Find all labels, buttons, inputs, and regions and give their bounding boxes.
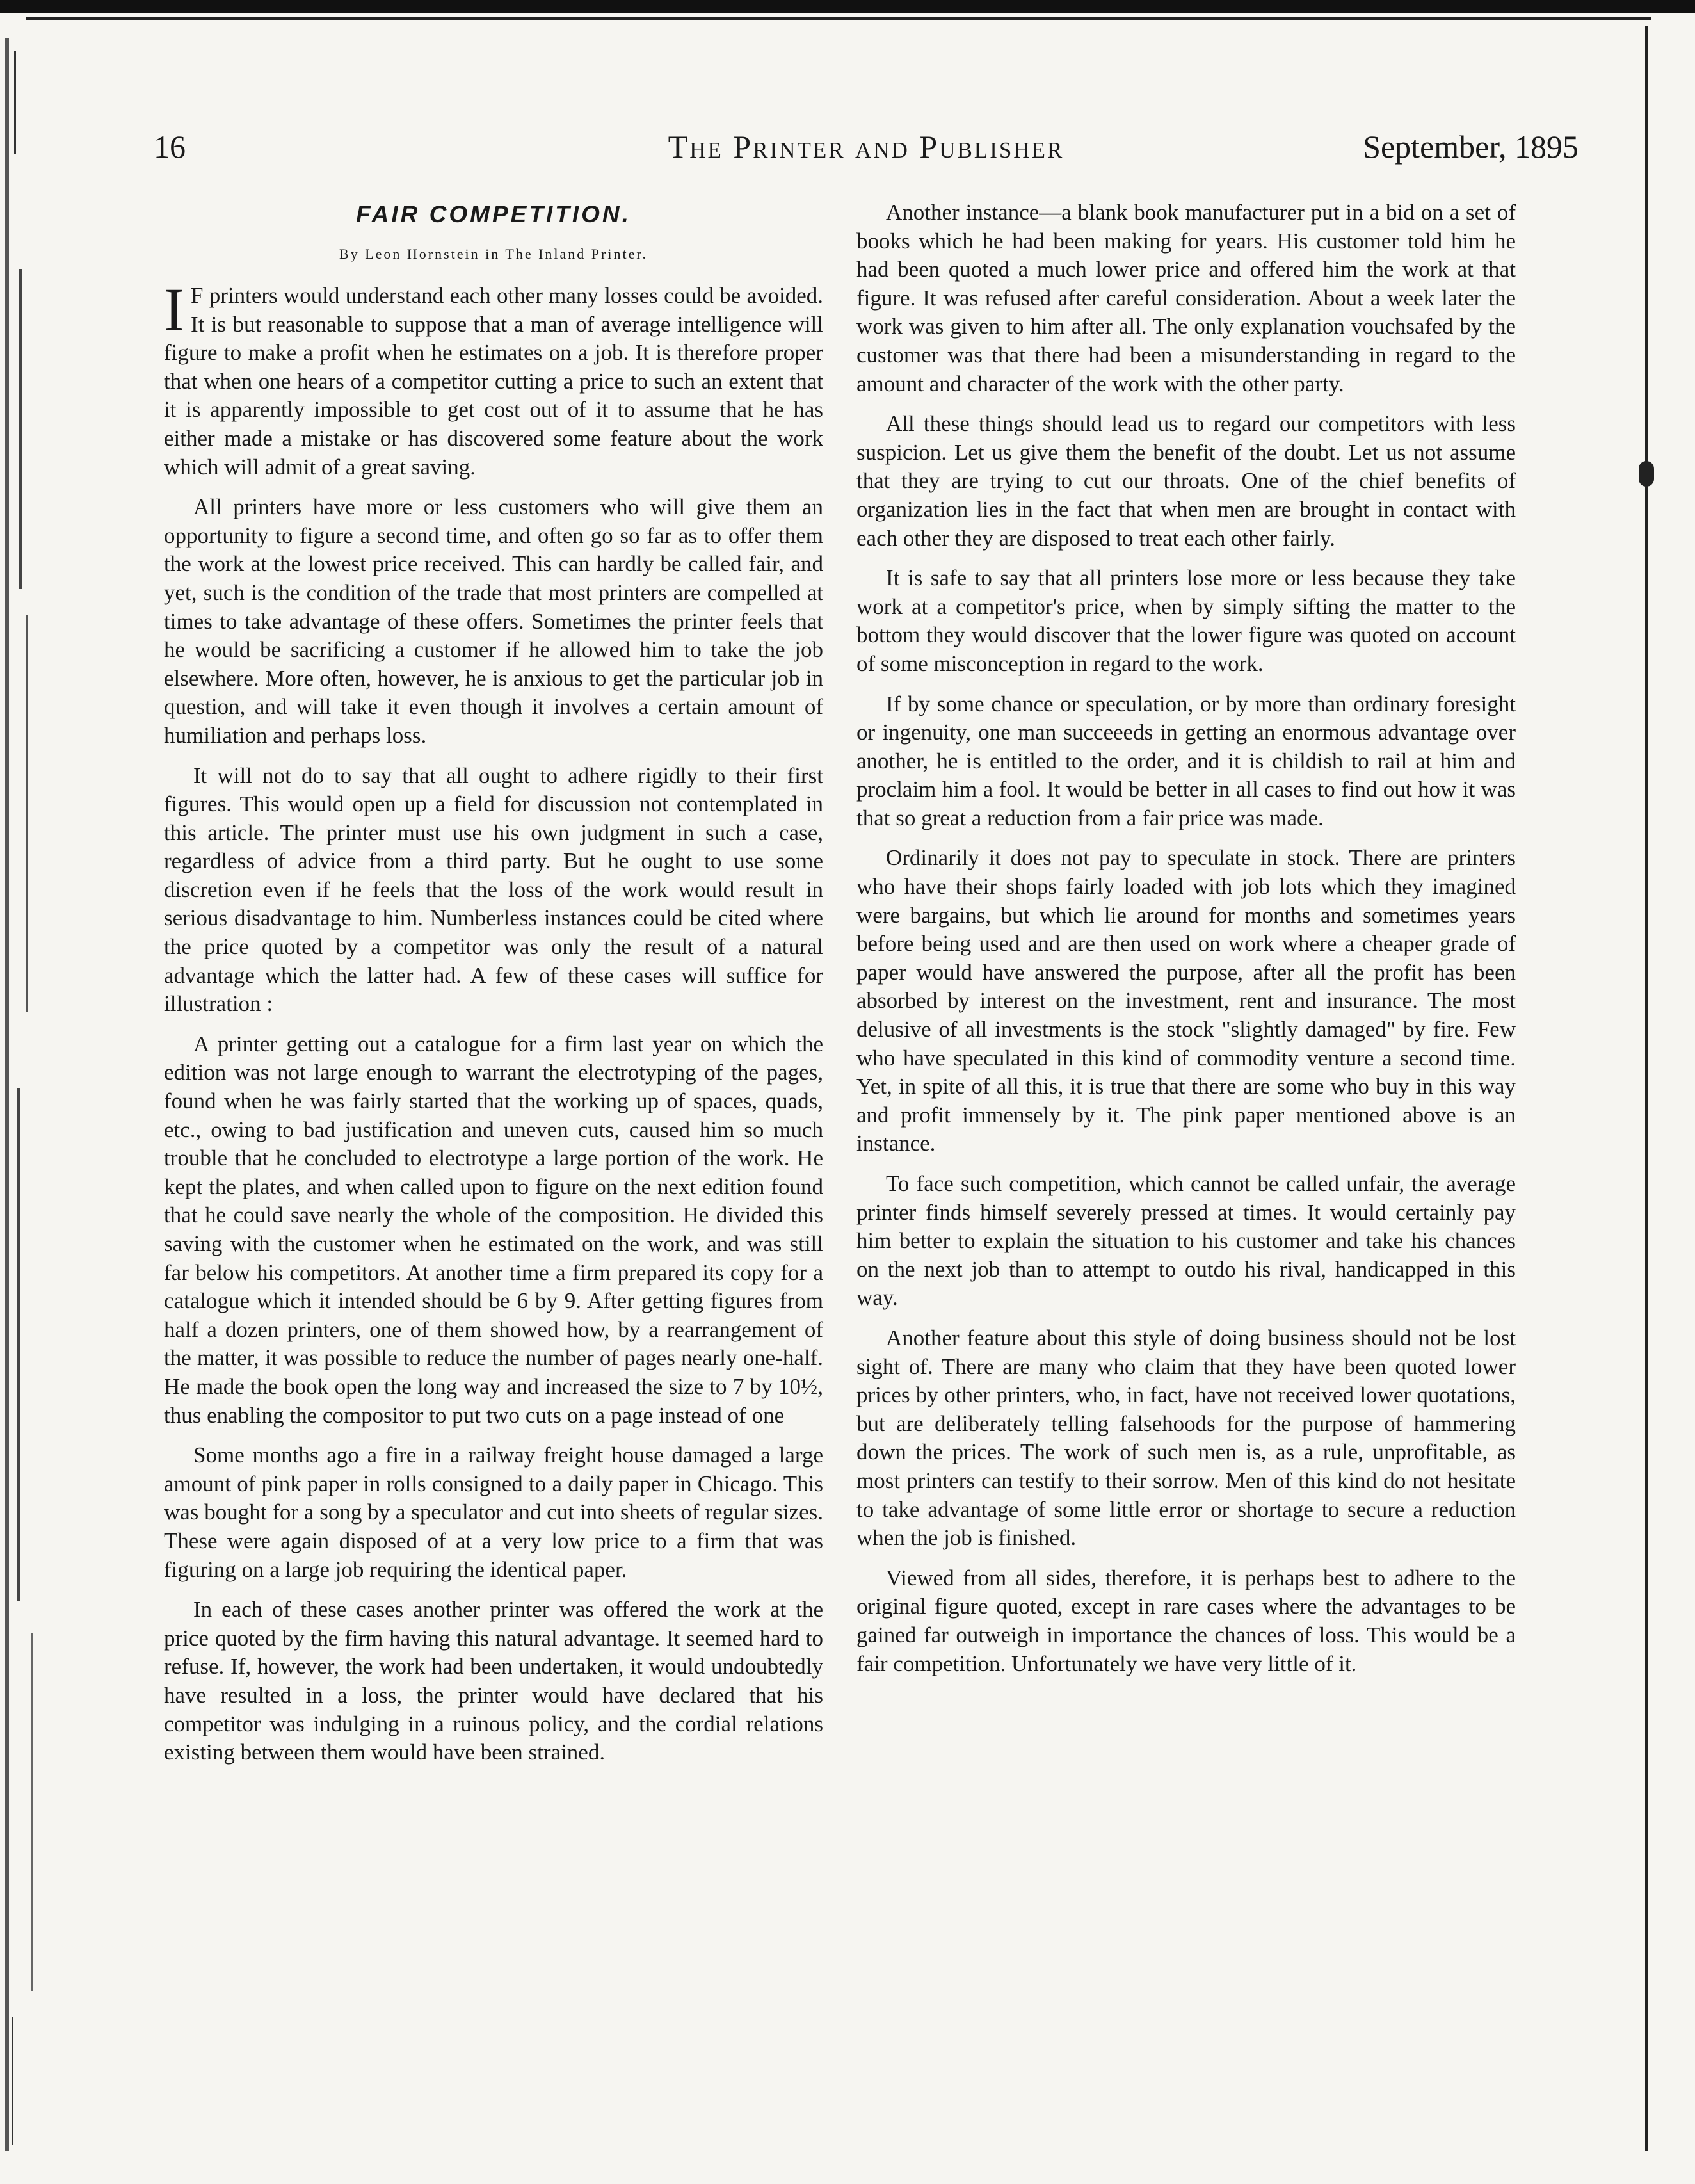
right-binding-rule (1645, 26, 1648, 2151)
paragraph-12: To face such competition, which cannot be called unfair, the average printer finds himself severely pressed at times. It would certainly pay him better to explain the situation to his customer and take his chances on the next job than to attempt to outdo his rival, handicapped in this way. (856, 1171, 1516, 1311)
binding-mark (1639, 461, 1654, 487)
page-header (154, 128, 1579, 173)
column-right (856, 198, 1516, 1690)
article-byline: By Leon Hornstein in The Inland Printer. (339, 246, 648, 262)
paragraph-6: In each of these cases another printer was offered the work at the price quoted by the firm having this natural advantage. It seemed hard to refuse. If, however, the work had been undertaken, it would undoubtedly have resulted in a loss, the printer would have declared that his competitor was indulging in a ruinous policy, and the cordial relations existing between them would have been strained. (164, 1597, 823, 1765)
paragraph-4: A printer getting out a catalogue for a firm last year on which the edition was not large enough to warrant the electrotyping of the pages, found when he was fairly started that the working up of spaces, quads, etc., owing to bad justification and uneven cuts, caused him so much trouble that he concluded to electrotype a large portion of the work. He kept the plates, and when called upon to figure on the next edition found that he could save nearly the whole of the composition. He divided this saving with the customer when he estimated on the work, and was still far below his competitors. At another time a firm prepared its copy for a catalogue which it intended should be 6 by 9. After getting figures from half a dozen printers, one of them showed how, by a rearrangement of the matter, it was possible to reduce the number of pages nearly one-half. He made the book open the long way and increased the size to 7 by 10½, thus enabling the compositor to put two cuts on a page instead of one (164, 1031, 823, 1428)
paragraph-14: Viewed from all sides, therefore, it is perhaps best to adhere to the original figure quoted, except in rare cases where the advantages to be gained far outweigh in importance the chances of loss. This would be a fair competition. Unfortunately we have very little of it. (856, 1565, 1516, 1676)
drop-cap: I (164, 275, 184, 344)
paragraph-5: Some months ago a fire in a railway freight house damaged a large amount of pink paper in rolls consigned to a daily paper in Chicago. This was bought for a song by a speculator and cut into sheets of regular sizes. These were again disposed of at a very low price to a firm that was figuring on a large job requiring the identical paper. (164, 1443, 823, 1582)
paragraph-2: All printers have more or less customers who will give them an opportunity to figure a second time, and often go so far as to offer them the work at the lowest price received. This can hardly be called fair, and yet, such is the condition of the trade that most printers are compelled at times to take advantage of these offers. Sometimes the printer feels that he would be sacrificing a customer if he allowed him to take the job elsewhere. More often, however, he is anxious to get the particular job in question, and will take it even though it involves a certain amount of humiliation and perhaps loss. (164, 494, 823, 748)
paragraph-1 (164, 275, 823, 481)
paragraph-13: Another feature about this style of doing business should not be lost sight of. There are many who claim that they have been quoted lower prices by other printers, who, in fact, have not received lower quotations, but are deliberately telling falsehoods for the purpose of hammering down the prices. The work of such men is, as a rule, unprofitable, as most printers can testify to their sorrow. Men of this kind do not hesitate to take advantage of some little error or shortage to secure a reduction when the job is finished. (856, 1325, 1516, 1551)
paragraph-text: F printers would understand each other many losses could be avoided. It is but reasonable to suppose that a man of average intelligence will figure to make a profit when he estimates on a job. It is therefore proper that when one hears of a competitor cutting a price to such an extent that it is apparently impossible to get cost out of it to assume that he has either made a mistake or has discovered some feature about the work which will admit of a great saving. (164, 283, 823, 480)
article-title: FAIR COMPETITION. (356, 201, 631, 227)
scan-edge-artifact (0, 0, 70, 2184)
issue-date: September, 1895 (1363, 129, 1579, 165)
top-border-rule (0, 0, 1695, 13)
paragraph-7: Another instance—a blank book manufacturer put in a bid on a set of books which he had been making for years. His customer told him he had been quoted a much lower price and offered him the work at that figure. It was refused after careful consideration. About a week later the work was given to him after all. The only explanation vouchsafed by the customer was that there had been a misunderstanding in regard to the amount and character of the work with the other party. (856, 200, 1516, 396)
paragraph-9: It is safe to say that all printers lose more or less because they take work at a competitor's price, when by simply sifting the matter to the bottom they would discover that the lower figure was quoted on account of some misconception in regard to the work. (856, 565, 1516, 676)
paragraph-11: Ordinarily it does not pay to speculate in stock. There are printers who have their shops fairly loaded with job lots which they imagined were bargains, but which lie around for months and sometimes years before being used and are then used on work where a cheaper grade of paper would have answered the purpose, after all the profit has been absorbed by interest on the investment, rent and insurance. The most delusive of all investments is the stock "slightly damaged" by fire. Few who have speculated in this kind of commodity venture a second time. Yet, in spite of all this, it is true that there are some who buy in this way and profit immensely by it. The pink paper mentioned above is an instance. (856, 845, 1516, 1156)
column-left (164, 198, 823, 1779)
paragraph-3: It will not do to say that all ought to adhere rigidly to their first figures. This would open up a field for discussion not contemplated in this article. The printer must use his own judgment in such a case, regardless of advice from a third party. But he ought to use some discretion even if he feels that the loss of the work would result in serious disadvantage to him. Numberless instances could be cited where the price quoted by a competitor was only the result of a natural advantage which the latter had. A few of these cases will suffice for illustration : (164, 763, 823, 1017)
paragraph-8: All these things should lead us to regard our competitors with less suspicion. Let us give them the benefit of the doubt. Let us not assume that they are trying to cut our throats. One of the chief benefits of organization lies in the fact that when men are brought in contact with each other they are disposed to treat each other fairly. (856, 411, 1516, 551)
paragraph-10: If by some chance or speculation, or by more than ordinary foresight or ingenuity, one man succeeeds in getting an enormous advantage over another, he is entitled to the order, and it is childish to rail at him and proclaim him a fool. It would be better in all cases to find out how it was that so great a reduction from a fair price was made. (856, 691, 1516, 830)
publication-title: The Printer and Publisher (668, 129, 1064, 165)
top-inner-rule (26, 17, 1651, 20)
page-number: 16 (154, 129, 186, 165)
